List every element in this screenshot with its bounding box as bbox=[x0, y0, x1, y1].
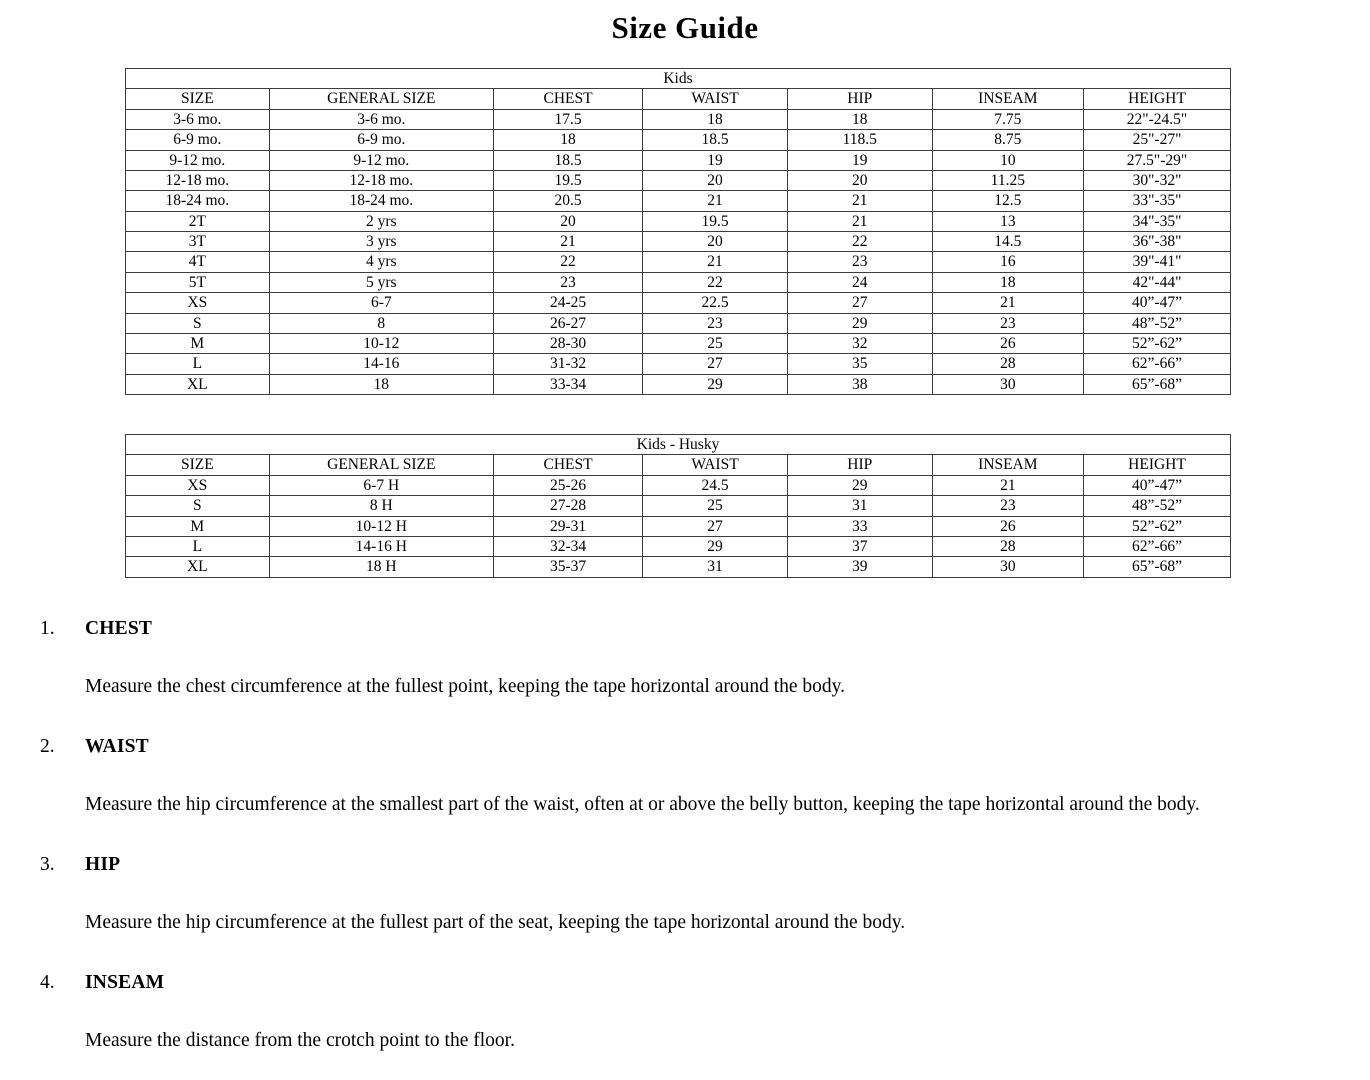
table-cell: 12-18 mo. bbox=[269, 170, 493, 190]
table-cell: 65”-68” bbox=[1084, 374, 1231, 394]
table-row bbox=[126, 374, 1231, 394]
table-cell: 10 bbox=[932, 150, 1083, 170]
column-header: CHEST bbox=[493, 455, 642, 475]
table-cell: 10-12 bbox=[269, 333, 493, 353]
table-cell: 3-6 mo. bbox=[269, 109, 493, 129]
table-cell: 29 bbox=[787, 475, 932, 495]
table-cell: 31 bbox=[787, 496, 932, 516]
table-cell: 118.5 bbox=[787, 130, 932, 150]
table-cell: M bbox=[126, 516, 270, 536]
table-cell: 21 bbox=[493, 232, 642, 252]
table-cell: 26 bbox=[932, 516, 1083, 536]
table-cell: 21 bbox=[787, 211, 932, 231]
table-cell: 27 bbox=[643, 354, 788, 374]
table-row bbox=[126, 516, 1231, 536]
table-cell: 22"-24.5" bbox=[1084, 109, 1231, 129]
table-cell: 10-12 H bbox=[269, 516, 493, 536]
instruction-title: WAIST bbox=[85, 735, 149, 757]
table-cell: 21 bbox=[643, 191, 788, 211]
table-cell: 37 bbox=[787, 536, 932, 556]
instruction-title: CHEST bbox=[85, 618, 153, 639]
table-cell: 23 bbox=[787, 252, 932, 272]
table-cell: 25 bbox=[643, 333, 788, 353]
column-header: INSEAM bbox=[932, 455, 1083, 475]
table-cell: L bbox=[126, 536, 270, 556]
table-cell: 26-27 bbox=[493, 313, 642, 333]
table-cell: 28 bbox=[932, 354, 1083, 374]
group-label-row bbox=[126, 69, 1231, 89]
table-cell: 29 bbox=[643, 536, 788, 556]
table-cell: 23 bbox=[932, 496, 1083, 516]
table-cell: 34"-35" bbox=[1084, 211, 1231, 231]
table-cell: XL bbox=[126, 557, 270, 577]
table-cell: 30 bbox=[932, 374, 1083, 394]
table-cell: 27.5"-29" bbox=[1084, 150, 1231, 170]
table-cell: 16 bbox=[932, 252, 1083, 272]
group-label: Kids - Husky bbox=[126, 435, 1231, 455]
table-cell: 31 bbox=[643, 557, 788, 577]
column-header: GENERAL SIZE bbox=[269, 89, 493, 109]
column-header: GENERAL SIZE bbox=[269, 455, 493, 475]
table-cell: 11.25 bbox=[932, 170, 1083, 190]
column-header: WAIST bbox=[643, 89, 788, 109]
table-cell: 33"-35" bbox=[1084, 191, 1231, 211]
table-row bbox=[126, 211, 1231, 231]
table-cell: 6-7 H bbox=[269, 475, 493, 495]
table-cell: 8.75 bbox=[932, 130, 1083, 150]
table-cell: M bbox=[126, 333, 270, 353]
table-cell: 19.5 bbox=[493, 170, 642, 190]
table-cell: 23 bbox=[643, 313, 788, 333]
instruction-heading-chest bbox=[40, 618, 1362, 640]
table-cell: 35 bbox=[787, 354, 932, 374]
table-cell: 22 bbox=[787, 232, 932, 252]
table-cell: 6-9 mo. bbox=[126, 130, 270, 150]
table-cell: 14-16 H bbox=[269, 536, 493, 556]
instruction-number: 2. bbox=[40, 735, 55, 757]
column-header: HEIGHT bbox=[1084, 455, 1231, 475]
table-cell: 39"-41" bbox=[1084, 252, 1231, 272]
table-row bbox=[126, 536, 1231, 556]
table-cell: XL bbox=[126, 374, 270, 394]
table-cell: 24.5 bbox=[643, 475, 788, 495]
table-cell: 22 bbox=[643, 272, 788, 292]
table-cell: 22.5 bbox=[643, 293, 788, 313]
column-header-row bbox=[126, 89, 1231, 109]
table-cell: 18-24 mo. bbox=[126, 191, 270, 211]
column-header: WAIST bbox=[643, 455, 788, 475]
table-cell: 12.5 bbox=[932, 191, 1083, 211]
table-cell: 2 yrs bbox=[269, 211, 493, 231]
table-cell: 32-34 bbox=[493, 536, 642, 556]
table-row bbox=[126, 496, 1231, 516]
table-cell: S bbox=[126, 313, 270, 333]
table-cell: 25 bbox=[643, 496, 788, 516]
instruction-heading-waist bbox=[40, 736, 1362, 758]
table-cell: 5T bbox=[126, 272, 270, 292]
table-cell: 3 yrs bbox=[269, 232, 493, 252]
table-cell: 3T bbox=[126, 232, 270, 252]
table-cell: 31-32 bbox=[493, 354, 642, 374]
table-cell: 25-26 bbox=[493, 475, 642, 495]
table-cell: 18 bbox=[269, 374, 493, 394]
column-header: CHEST bbox=[493, 89, 642, 109]
table-cell: 38 bbox=[787, 374, 932, 394]
table-row bbox=[126, 333, 1231, 353]
column-header: INSEAM bbox=[932, 89, 1083, 109]
table-cell: 20 bbox=[787, 170, 932, 190]
instruction-text-inseam: Measure the distance from the crotch point to the floor. bbox=[85, 1029, 515, 1051]
table-cell: 18.5 bbox=[643, 130, 788, 150]
instruction-heading-hip bbox=[40, 854, 1362, 876]
table-cell: 18 bbox=[932, 272, 1083, 292]
column-header: HEIGHT bbox=[1084, 89, 1231, 109]
table-cell: 18 bbox=[493, 130, 642, 150]
table-cell: 62”-66” bbox=[1084, 536, 1231, 556]
table-cell: 18 bbox=[787, 109, 932, 129]
table-row bbox=[126, 109, 1231, 129]
table-cell: XS bbox=[126, 475, 270, 495]
table-cell: 33 bbox=[787, 516, 932, 536]
table-cell: 14-16 bbox=[269, 354, 493, 374]
table-row bbox=[126, 354, 1231, 374]
table-cell: 14.5 bbox=[932, 232, 1083, 252]
measurement-instructions bbox=[40, 618, 1362, 1052]
table-cell: 27 bbox=[643, 516, 788, 536]
kids-size-table bbox=[125, 68, 1231, 395]
column-header: SIZE bbox=[126, 89, 270, 109]
table-cell: 24 bbox=[787, 272, 932, 292]
kids-husky-table-body bbox=[126, 475, 1231, 577]
table-cell: 19 bbox=[787, 150, 932, 170]
instruction-heading-inseam bbox=[40, 972, 1362, 994]
table-cell: 28 bbox=[932, 536, 1083, 556]
table-cell: 26 bbox=[932, 333, 1083, 353]
column-header: HIP bbox=[787, 455, 932, 475]
table-cell: 42"-44" bbox=[1084, 272, 1231, 292]
table-cell: 23 bbox=[932, 313, 1083, 333]
table-cell: 21 bbox=[932, 475, 1083, 495]
table-cell: 19.5 bbox=[643, 211, 788, 231]
table-cell: 21 bbox=[932, 293, 1083, 313]
column-header-row bbox=[126, 455, 1231, 475]
table-cell: S bbox=[126, 496, 270, 516]
instruction-text-waist: Measure the hip circumference at the smallest part of the waist, often at or above the belly button, keeping the tape horizontal around the body. bbox=[85, 794, 1200, 816]
instruction-text-chest: Measure the chest circumference at the fullest point, keeping the tape horizontal around the body. bbox=[85, 676, 846, 698]
table-cell: 23 bbox=[493, 272, 642, 292]
table-cell: 20 bbox=[493, 211, 642, 231]
table-cell: 20 bbox=[643, 232, 788, 252]
table-cell: 6-7 bbox=[269, 293, 493, 313]
instruction-title: HIP bbox=[85, 853, 121, 875]
table-row bbox=[126, 232, 1231, 252]
table-cell: 13 bbox=[932, 211, 1083, 231]
table-cell: 7.75 bbox=[932, 109, 1083, 129]
table-cell: 27 bbox=[787, 293, 932, 313]
table-row bbox=[126, 191, 1231, 211]
instruction-number: 3. bbox=[40, 853, 55, 875]
table-row bbox=[126, 150, 1231, 170]
table-cell: 39 bbox=[787, 557, 932, 577]
table-cell: 40”-47” bbox=[1084, 293, 1231, 313]
table-cell: 24-25 bbox=[493, 293, 642, 313]
instruction-title: INSEAM bbox=[85, 971, 165, 993]
table-cell: 32 bbox=[787, 333, 932, 353]
table-cell: 3-6 mo. bbox=[126, 109, 270, 129]
table-cell: 48”-52” bbox=[1084, 496, 1231, 516]
table-cell: 18 bbox=[643, 109, 788, 129]
table-cell: 27-28 bbox=[493, 496, 642, 516]
table-cell: 52”-62” bbox=[1084, 333, 1231, 353]
table-row bbox=[126, 557, 1231, 577]
table-cell: 12-18 mo. bbox=[126, 170, 270, 190]
table-cell: 28-30 bbox=[493, 333, 642, 353]
table-row bbox=[126, 475, 1231, 495]
table-cell: 48”-52” bbox=[1084, 313, 1231, 333]
page-title: Size Guide bbox=[611, 10, 759, 45]
table-cell: 21 bbox=[643, 252, 788, 272]
table-cell: 20 bbox=[643, 170, 788, 190]
table-cell: 18.5 bbox=[493, 150, 642, 170]
table-cell: 29 bbox=[787, 313, 932, 333]
table-cell: 22 bbox=[493, 252, 642, 272]
table-cell: XS bbox=[126, 293, 270, 313]
table-cell: L bbox=[126, 354, 270, 374]
group-label: Kids bbox=[126, 69, 1231, 89]
table-cell: 40”-47” bbox=[1084, 475, 1231, 495]
table-row bbox=[126, 130, 1231, 150]
table-cell: 5 yrs bbox=[269, 272, 493, 292]
table-cell: 33-34 bbox=[493, 374, 642, 394]
table-cell: 21 bbox=[787, 191, 932, 211]
table-cell: 9-12 mo. bbox=[126, 150, 270, 170]
table-cell: 18-24 mo. bbox=[269, 191, 493, 211]
table-row bbox=[126, 313, 1231, 333]
group-label-row bbox=[126, 435, 1231, 455]
table-cell: 62”-66” bbox=[1084, 354, 1231, 374]
table-cell: 19 bbox=[643, 150, 788, 170]
table-cell: 2T bbox=[126, 211, 270, 231]
table-row bbox=[126, 272, 1231, 292]
instruction-number: 4. bbox=[40, 971, 55, 993]
table-cell: 8 bbox=[269, 313, 493, 333]
table-cell: 30 bbox=[932, 557, 1083, 577]
column-header: SIZE bbox=[126, 455, 270, 475]
table-cell: 36"-38" bbox=[1084, 232, 1231, 252]
table-cell: 30"-32" bbox=[1084, 170, 1231, 190]
instruction-number: 1. bbox=[40, 618, 55, 639]
table-cell: 9-12 mo. bbox=[269, 150, 493, 170]
table-row bbox=[126, 252, 1231, 272]
table-cell: 4T bbox=[126, 252, 270, 272]
table-cell: 29-31 bbox=[493, 516, 642, 536]
table-cell: 35-37 bbox=[493, 557, 642, 577]
table-cell: 25"-27" bbox=[1084, 130, 1231, 150]
table-cell: 20.5 bbox=[493, 191, 642, 211]
table-cell: 6-9 mo. bbox=[269, 130, 493, 150]
table-cell: 18 H bbox=[269, 557, 493, 577]
table-cell: 4 yrs bbox=[269, 252, 493, 272]
table-cell: 29 bbox=[643, 374, 788, 394]
table-row bbox=[126, 170, 1231, 190]
column-header: HIP bbox=[787, 89, 932, 109]
table-row bbox=[126, 293, 1231, 313]
table-cell: 17.5 bbox=[493, 109, 642, 129]
instruction-text-hip: Measure the hip circumference at the fullest part of the seat, keeping the tape horizontal around the body. bbox=[85, 912, 906, 934]
kids-husky-size-table bbox=[125, 434, 1231, 578]
table-cell: 65”-68” bbox=[1084, 557, 1231, 577]
table-cell: 52”-62” bbox=[1084, 516, 1231, 536]
table-cell: 8 H bbox=[269, 496, 493, 516]
kids-table-body bbox=[126, 109, 1231, 394]
